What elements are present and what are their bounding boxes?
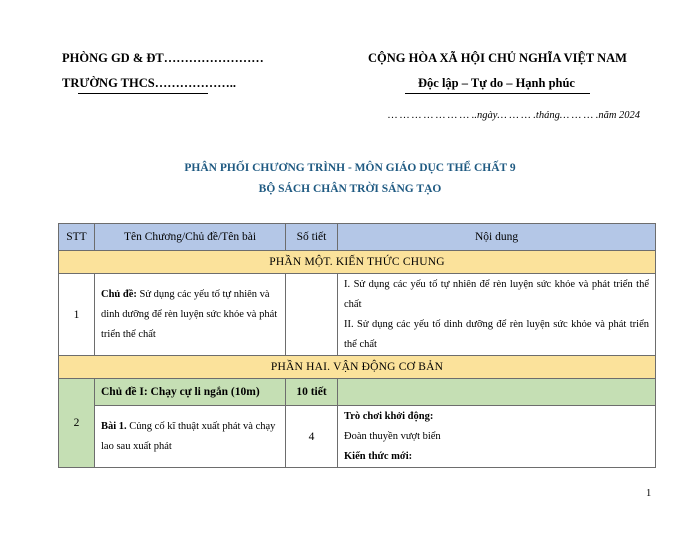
document-title: PHÂN PHỐI CHƯƠNG TRÌNH - MÔN GIÁO DỤC THỂ CHẤT 9 <box>184 162 516 174</box>
table-row <box>59 274 656 356</box>
document-subtitle: BỘ SÁCH CHÂN TRỜI SÁNG TẠO <box>258 183 442 195</box>
page-number: 1 <box>646 488 652 499</box>
row2-content-3: Kiến thức mới: <box>344 450 413 462</box>
row1-periods <box>286 274 338 356</box>
republic-title: CỘNG HÒA XÃ HỘI CHỦ NGHĨA VIỆT NAM <box>368 51 627 65</box>
row1-topic <box>95 274 286 356</box>
row2-content-1: Trò chơi khởi động: <box>344 410 434 422</box>
row2-lesson-label: Bài 1. <box>101 420 127 432</box>
row2-lesson-periods: 4 <box>286 406 338 468</box>
table-row <box>59 406 656 468</box>
row2-content-2: Đoàn thuyền vượt biển <box>344 430 441 442</box>
section-general-knowledge: PHẦN MỘT. KIẾN THỨC CHUNG <box>59 251 656 274</box>
row2-lesson-content <box>338 406 656 468</box>
table-row <box>59 379 656 406</box>
section-row-movement <box>59 356 656 379</box>
curriculum-table <box>58 223 656 468</box>
header-content: Nội dung <box>338 224 656 251</box>
date-line: … … … … … … … ..ngày… … … .tháng… … … .năm 2024 <box>388 110 641 121</box>
row1-stt: 1 <box>59 274 95 356</box>
row2-lesson <box>95 406 286 468</box>
row2-topic: Chủ đề I: Chạy cự li ngắn (10m) <box>95 379 286 406</box>
school-label: TRƯỜNG THCS……………….. <box>62 76 236 90</box>
header-periods: Số tiết <box>286 224 338 251</box>
row2-stt: 2 <box>59 379 95 468</box>
header-stt: STT <box>59 224 95 251</box>
row1-content-1: I. Sử dụng các yếu tố tự nhiên để rèn luyện sức khỏe và phát triển thể chất <box>344 278 649 310</box>
row1-content <box>338 274 656 356</box>
school-underline <box>78 93 208 94</box>
motto-underline <box>405 93 590 94</box>
section-basic-movement: PHẦN HAI. VẬN ĐỘNG CƠ BẢN <box>59 356 656 379</box>
row2-topic-periods: 10 tiết <box>286 379 338 406</box>
section-row-general <box>59 251 656 274</box>
row2-topic-content <box>338 379 656 406</box>
row1-topic-text: Sử dụng các yếu tố tự nhiên và dinh dưỡng để rèn luyện sức khỏe và phát triển thể chất <box>101 288 278 340</box>
department-label: PHÒNG GD & ĐT…………………… <box>62 51 264 65</box>
header-topic: Tên Chương/Chủ đề/Tên bài <box>95 224 286 251</box>
row1-content-2: II. Sử dụng các yếu tố dinh dưỡng để rèn luyện sức khỏe và phát triển thể chất <box>344 318 649 350</box>
motto: Độc lập – Tự do – Hạnh phúc <box>418 76 575 90</box>
table-header-row <box>59 224 656 251</box>
row2-lesson-text: Củng cố kĩ thuật xuất phát và chạy lao sau xuất phát <box>101 420 276 452</box>
row1-topic-label: Chủ đề: <box>101 288 137 300</box>
